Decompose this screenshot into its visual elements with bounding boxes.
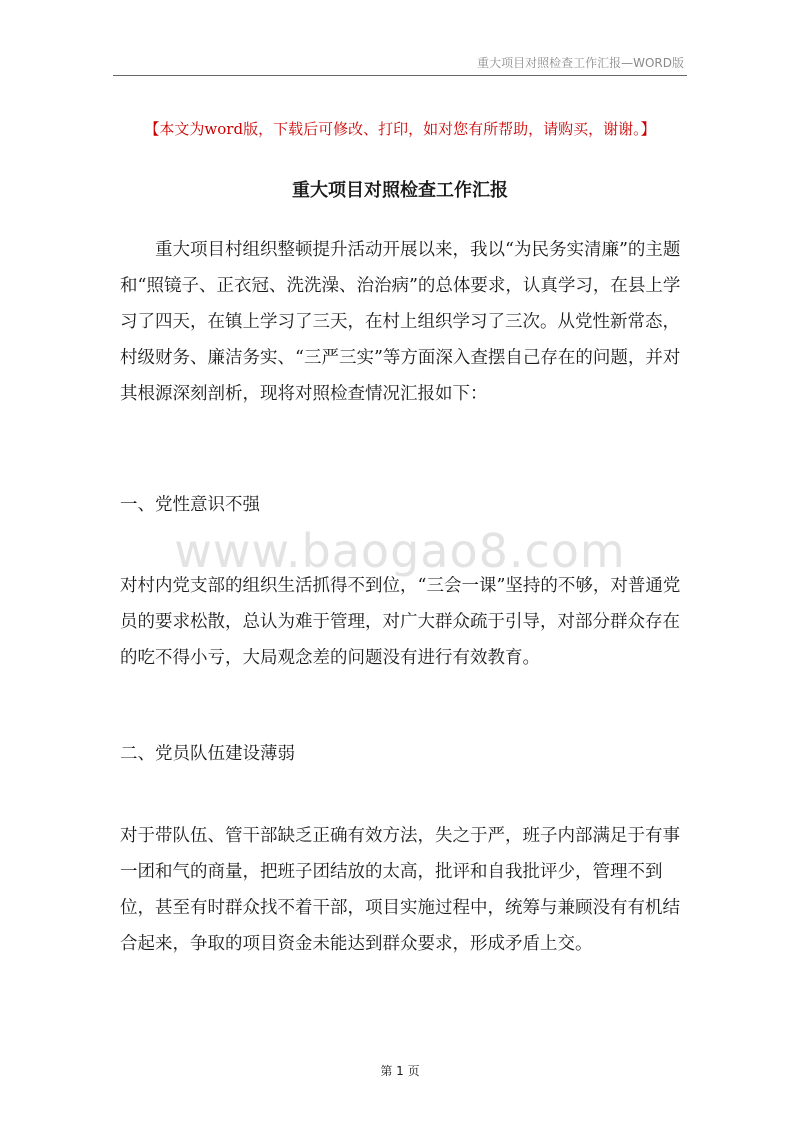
- section-paragraph-1: 对村内党支部的组织生活抓得不到位，“三会一课”坚持的不够，对普通党员的要求松散，总认为难于管理，对广大群众疏于引导，对部分群众存在的吃不得小亏，大局观念差的问题没有进行有效教育。: [120, 576, 681, 668]
- section-heading-2: 二、党员队伍建设薄弱: [120, 744, 295, 764]
- header-divider: [113, 75, 687, 76]
- watermark: www.baogao8.com: [174, 524, 626, 578]
- page-number: 第 1 页: [380, 1064, 420, 1078]
- download-notice: 【本文为word版，下载后可修改、打印，如对您有所帮助，请购买，谢谢。】: [144, 120, 656, 138]
- section-heading-1: 一、党性意识不强: [120, 495, 260, 515]
- intro-paragraph: 重大项目村组织整顿提升活动开展以来，我以“为民务实清廉”的主题和“照镜子、正衣冠、洗洗澡、治治病”的总体要求，认真学习，在县上学习了四天，在镇上学习了三天，在村上组织学习了三次。从党性新常态，村级财务、廉洁务实、“三严三实”等方面深入查摆自己存在的问题，并对其根源深刻剖析，现将对照检查情况汇报如下：: [120, 240, 681, 404]
- document-title: 重大项目对照检查工作汇报: [292, 180, 508, 201]
- running-header: 重大项目对照检查工作汇报—WORD版: [477, 56, 684, 70]
- section-paragraph-2: 对于带队伍、管干部缺乏正确有效方法，失之于严，班子内部满足于有事一团和气的商量，把班子团结放的太高，批评和自我批评少，管理不到位，甚至有时群众找不着干部，项目实施过程中，统筹与兼顾没有有机结合起来，争取的项目资金未能达到群众要求，形成矛盾上交。: [120, 826, 680, 954]
